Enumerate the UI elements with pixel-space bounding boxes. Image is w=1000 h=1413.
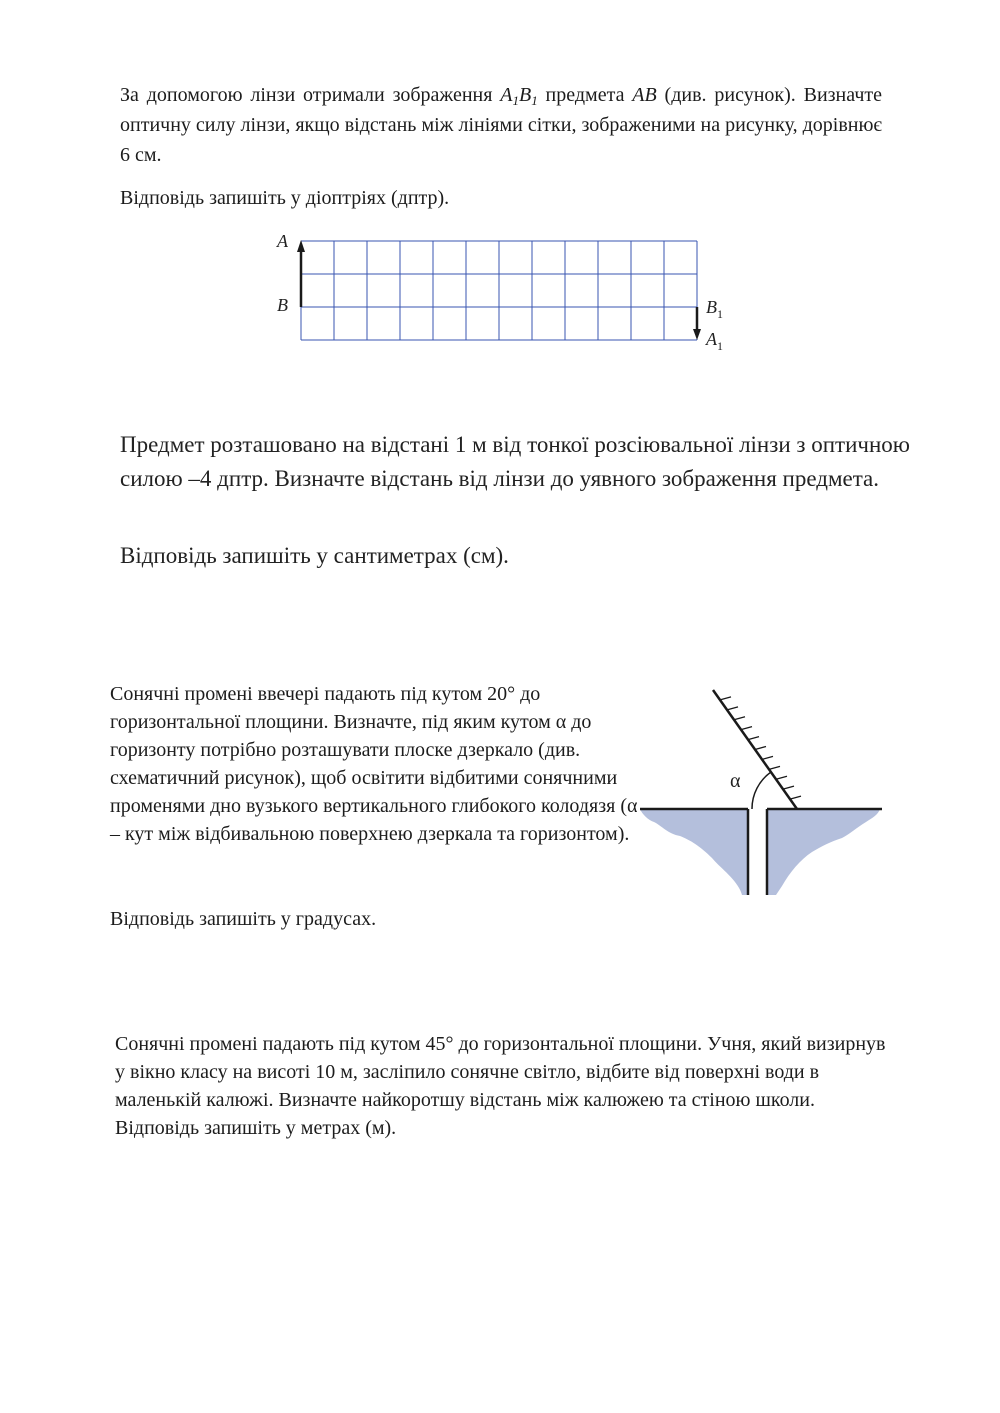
hatch-mark: [748, 737, 759, 740]
hatch-mark: [720, 697, 731, 700]
task2-text: Предмет розташовано на відстані 1 м від тонкої розсіювальної лінзи з оптичною силою –4 дптр. Визначте відстань від лінзи до уявного зображення предмета.: [120, 432, 910, 491]
task3-text: Сонячні промені ввечері падають під кутом 20° до горизонтальної площини. Визначте, під яким кутом α до горизонту потрібно розташувати плоске дзеркало (див. схематичний рисунок), щоб освітити відбитими сонячними променями дно вузького вертикального глибокого колодязя (α – кут між відбивальною поверхнею дзеркала та горизонтом).: [110, 683, 638, 845]
alpha-arc: [752, 772, 771, 809]
task3-answer-note: Відповідь запишіть у градусах.: [110, 908, 377, 930]
hatch-mark: [776, 776, 787, 779]
label-a: A: [277, 231, 288, 251]
task1-text-c: (див. рисунок). Визначте оптичну силу лінзи, якщо відстань між лініями сітки, зображеними на рисунку, дорівнює 6 см.: [120, 84, 883, 166]
task4-text: Сонячні промені падають під кутом 45° до горизонтальної площини. Учня, який визирнув у вікно класу на висоті 10 м, засліпило сонячне світло, відбите від поверхні води в маленькій калюжі. Визначте найкоротшу відстань між калюжею та стіною школи.: [115, 1033, 886, 1111]
task1-text-b: предмета: [537, 84, 633, 106]
task2-answer-note: Відповідь запишіть у сантиметрах (см).: [120, 543, 509, 568]
object-label-ab: AB: [632, 84, 657, 106]
task1-answer-note: Відповідь запишіть у діоптріях (дптр).: [120, 187, 450, 209]
hatch-mark: [727, 707, 738, 710]
ground-left: [640, 809, 748, 895]
hatch-mark: [734, 717, 745, 720]
label-b: B: [277, 295, 288, 315]
hatch-mark: [741, 727, 752, 730]
ground-right: [767, 809, 880, 895]
image-label-a1: $A_1B_1$: [500, 84, 538, 108]
hatch-mark: [769, 766, 780, 769]
task4-block: [115, 1030, 895, 1142]
hatch-mark: [783, 786, 794, 789]
alpha-label: α: [730, 770, 741, 792]
task4-answer-note: Відповідь запишіть у метрах (м).: [115, 1117, 397, 1139]
hatch-mark: [790, 796, 801, 799]
task1-text-a: За допомогою лінзи отримали зображення: [120, 84, 501, 106]
hatch-mark: [762, 756, 773, 759]
label-a1: $A_1$: [706, 329, 723, 353]
hatch-mark: [755, 747, 766, 750]
label-b1: $B_1$: [706, 297, 723, 321]
